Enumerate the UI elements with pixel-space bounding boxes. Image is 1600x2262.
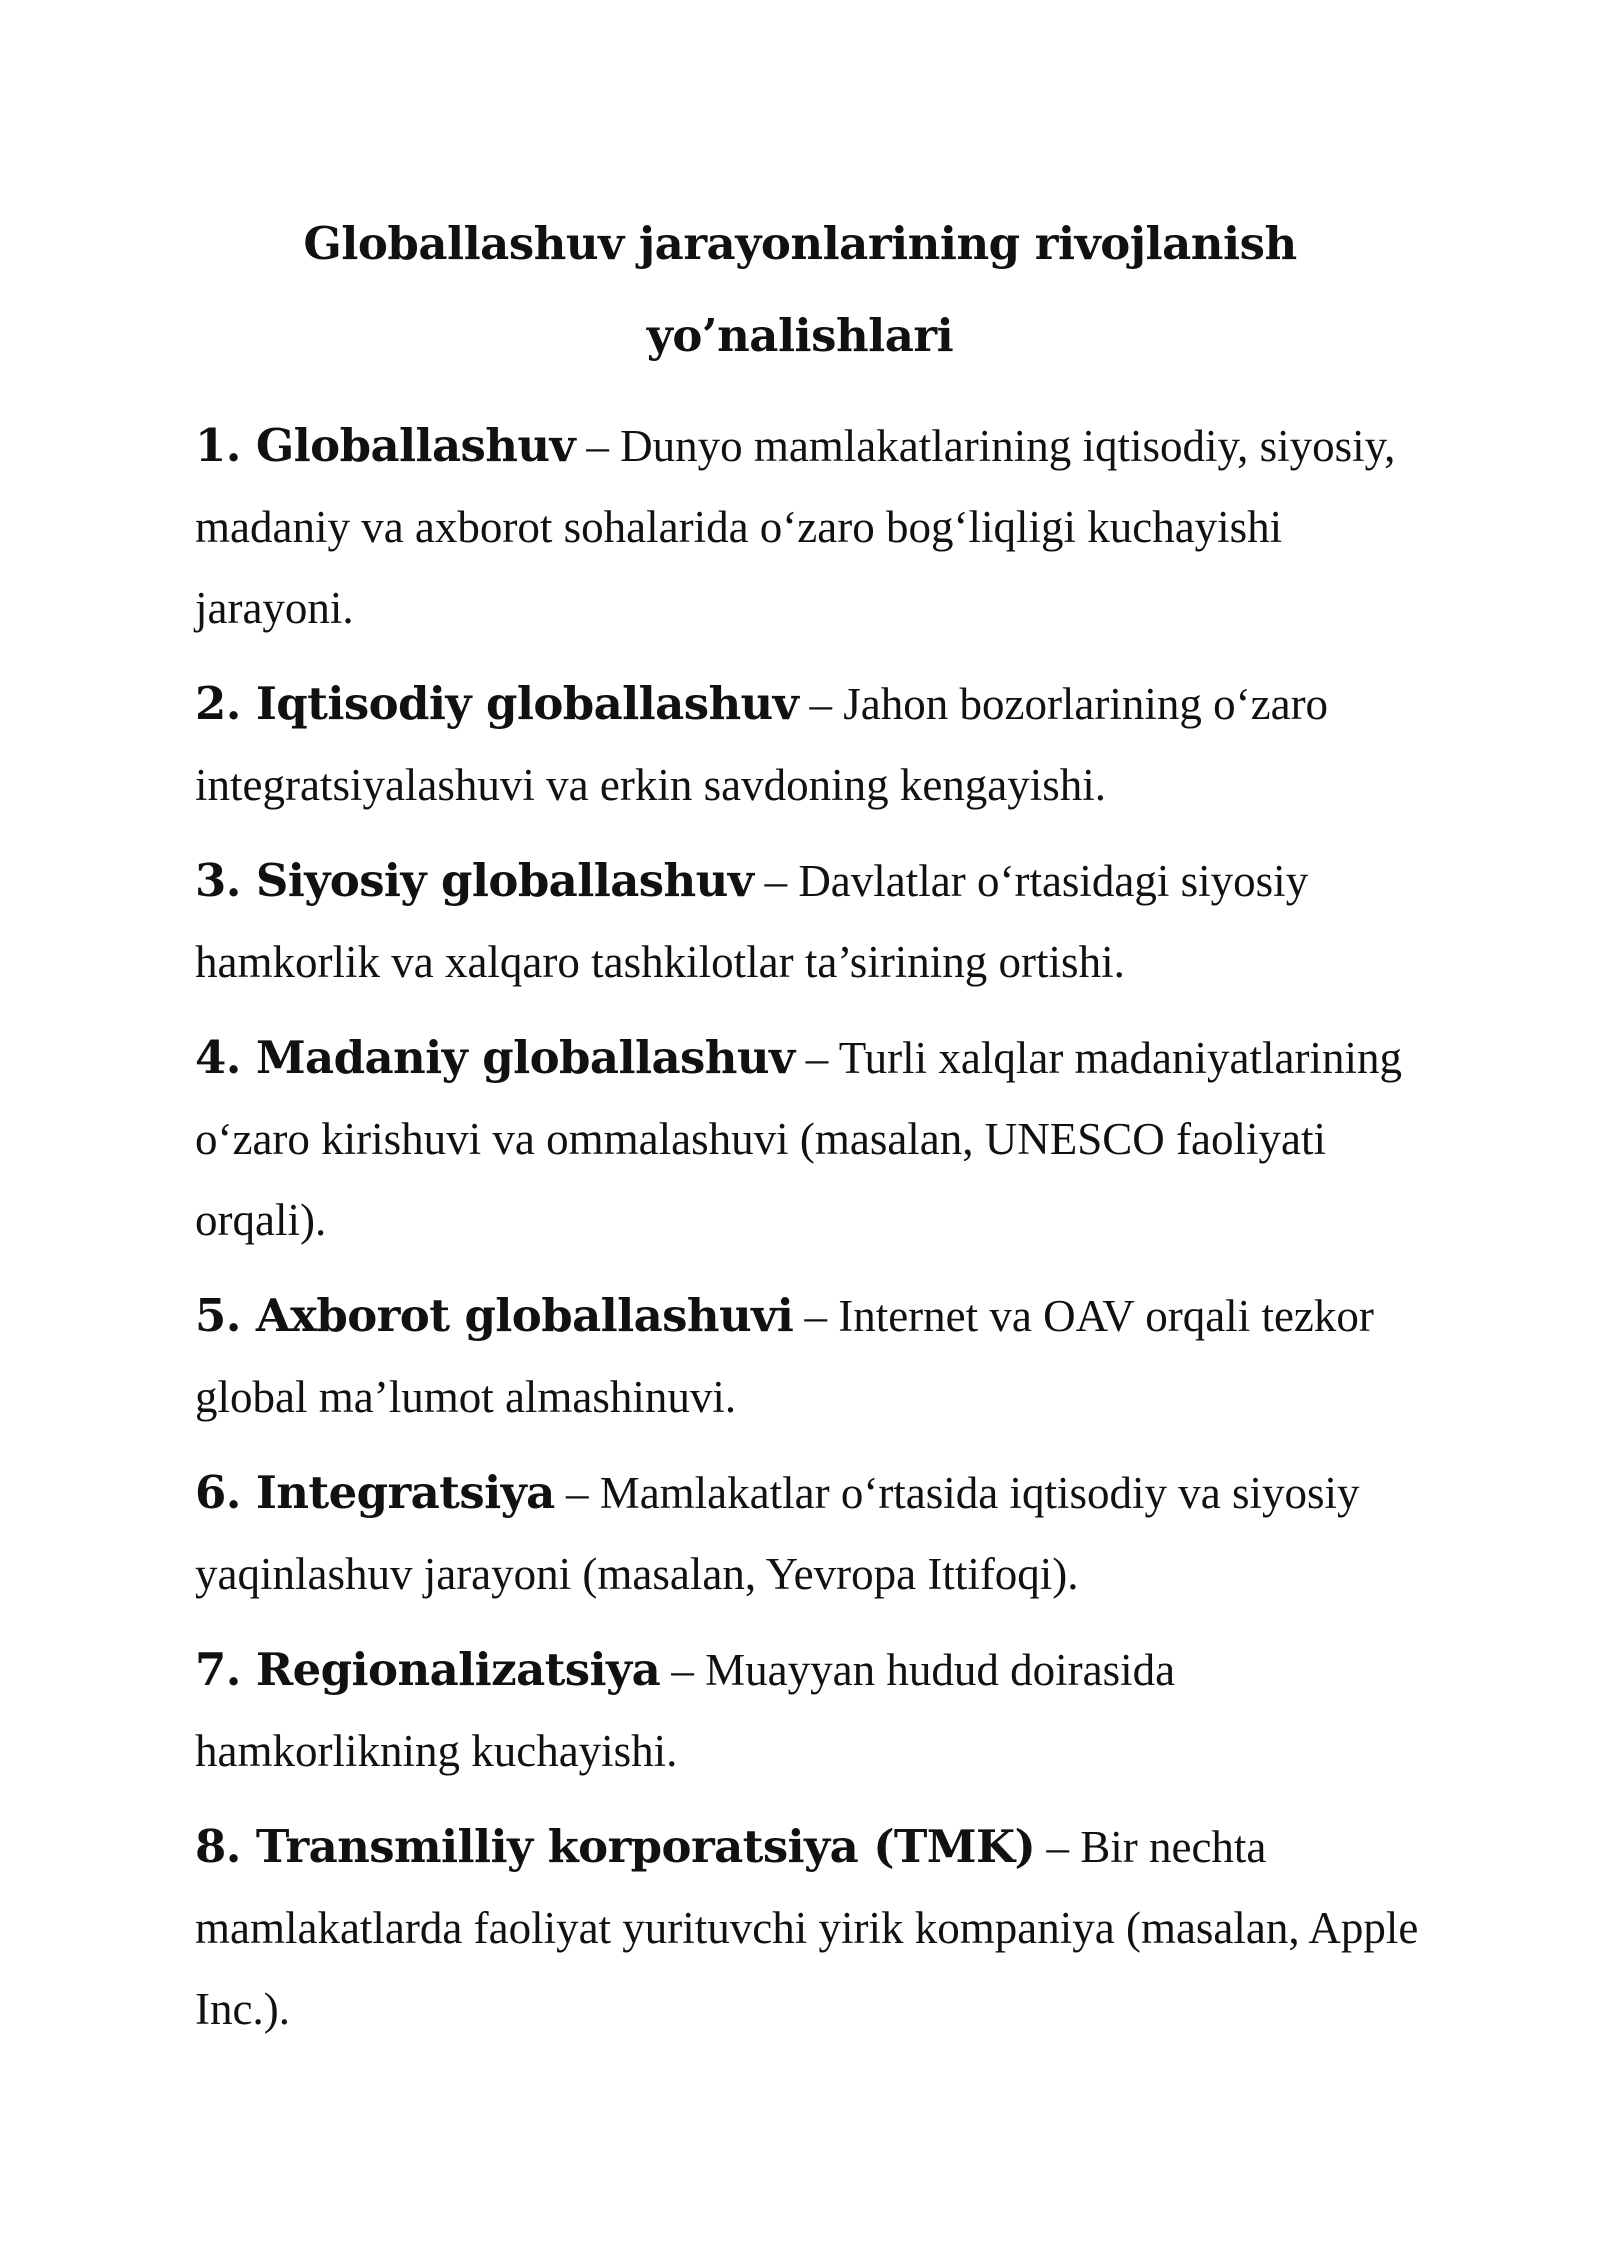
list-item-axborot-globallashuvi — [195, 1275, 1425, 1438]
item-definition: – Dunyo mamlakatlarining iqtisodiy, siyosiy, madaniy va axborot sohalarida o‘zaro bog‘liqligi kuchayishi jarayoni. — [195, 421, 1396, 633]
item-definition: – Mamlakatlar o‘rtasida iqtisodiy va siyosiy yaqinlashuv jarayoni (masalan, Yevropa Ittifoqi). — [195, 1468, 1360, 1599]
list-item-madaniy-globallashuv — [195, 1017, 1425, 1261]
list-item-globallashuv — [195, 405, 1425, 649]
item-term: 6. Integratsiya — [195, 1466, 555, 1519]
page-title — [150, 198, 1450, 382]
page-title-line-1: Globallashuv jarayonlarining rivojlanish — [303, 217, 1297, 270]
item-term: 4. Madaniy globallashuv — [195, 1031, 795, 1084]
item-term: 8. Transmilliy korporatsiya (TMK) — [195, 1820, 1036, 1873]
list-item-iqtisodiy-globallashuv — [195, 663, 1425, 826]
item-definition: – Davlatlar o‘rtasidagi siyosiy hamkorlik va xalqaro tashkilotlar ta’sirining ortishi. — [195, 856, 1309, 987]
item-term: 2. Iqtisodiy globallashuv — [195, 677, 799, 730]
page-title-line-2: yo’nalishlari — [646, 309, 954, 362]
item-definition: – Turli xalqlar madaniyatlarining o‘zaro kirishuvi va ommalashuvi (masalan, UNESCO faoliyati orqali). — [195, 1033, 1402, 1245]
list-item-transmilliy-korporatsiya — [195, 1806, 1425, 2050]
item-term: 7. Regionalizatsiya — [195, 1643, 661, 1696]
item-term: 3. Siyosiy globallashuv — [195, 854, 754, 907]
item-definition: – Muayyan hudud doirasida hamkorlikning kuchayishi. — [195, 1645, 1176, 1776]
item-definition: – Bir nechta mamlakatlarda faoliyat yurituvchi yirik kompaniya (masalan, Apple Inc.). — [195, 1822, 1419, 2034]
item-definition: – Jahon bozorlarining o‘zaro integratsiyalashuvi va erkin savdoning kengayishi. — [195, 679, 1329, 810]
item-term: 5. Axborot globallashuvi — [195, 1289, 794, 1342]
list-item-integratsiya — [195, 1452, 1425, 1615]
list-item-regionalizatsiya — [195, 1629, 1425, 1792]
item-definition: – Internet va OAV orqali tezkor global ma’lumot almashinuvi. — [195, 1291, 1374, 1422]
list-item-siyosiy-globallashuv — [195, 840, 1425, 1003]
definition-list — [195, 405, 1425, 2064]
item-term: 1. Globallashuv — [195, 419, 576, 472]
